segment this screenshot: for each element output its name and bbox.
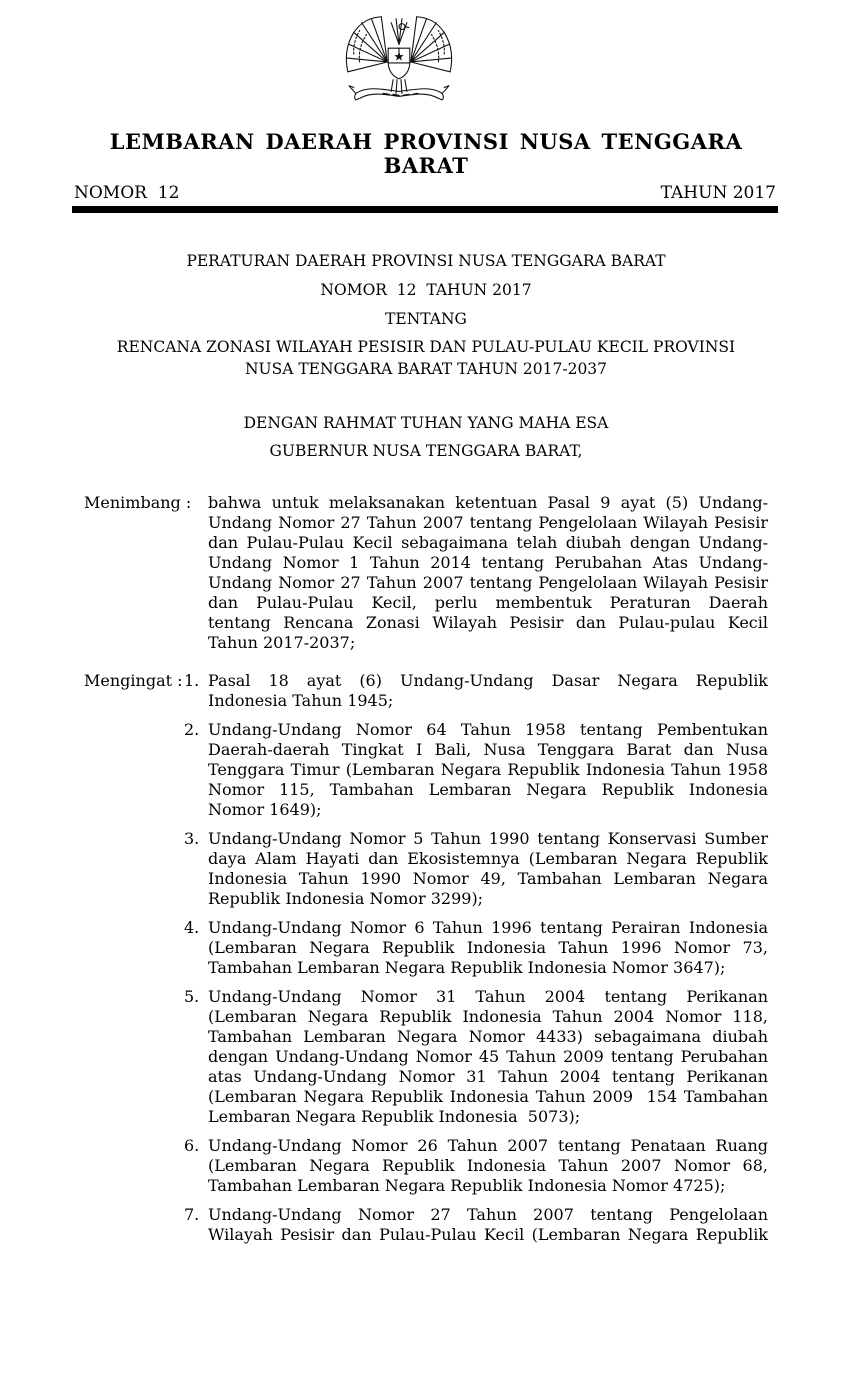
gazette-title: LEMBARAN DAERAH PROVINSI NUSA TENGGARA BARAT [109,129,754,178]
text-line: bahwa untuk melaksanakan ketentuan Pasal 9 ayat (5) Undang- [208,493,768,512]
item-text [208,987,768,1127]
text-line: Wilayah Pesisir dan Pulau-Pulau Kecil (Lembaran Negara Republik [208,1225,768,1244]
preamble-authority: GUBERNUR NUSA TENGGARA BARAT, [269,442,583,460]
text-line: Tambahan Lembaran Negara Republik Indonesia Nomor 3647); [208,958,726,977]
doc-title-line-3: TENTANG [385,310,467,328]
text-line: Tambahan Lembaran Negara Republik Indonesia Nomor 4725); [208,1176,726,1195]
text-line: (Lembaran Negara Republik Indonesia Tahun 2009 154 Tambahan [208,1087,768,1106]
text-line: (Lembaran Negara Republik Indonesia Tahun 1996 Nomor 73, [208,938,768,957]
item-text [208,671,768,711]
preamble-invocation: DENGAN RAHMAT TUHAN YANG MAHA ESA [243,414,609,432]
text-line: Lembaran Negara Republik Indonesia 5073); [208,1107,581,1126]
text-line: Nomor 115, Tambahan Lembaran Negara Republik Indonesia [208,780,768,799]
mengingat-item [184,829,768,909]
item-text [208,829,768,909]
text-line: (Lembaran Negara Republik Indonesia Tahun 2007 Nomor 68, [208,1156,768,1175]
text-line: Tahun 2017-2037; [208,633,356,652]
item-text [208,720,768,820]
text-line: Undang Nomor 1 Tahun 2014 tentang Perubahan Atas Undang- [208,553,768,572]
item-number: 5. [184,987,200,1006]
item-number: 7. [184,1205,200,1224]
item-number: 3. [184,829,200,848]
mengingat-item [184,1205,768,1245]
mengingat-item [184,671,768,711]
mengingat-item [184,720,768,820]
text-line: dan Pulau-Pulau Kecil, perlu membentuk Peraturan Daerah [208,593,768,612]
item-number: 2. [184,720,200,739]
text-line: Undang-Undang Nomor 27 Tahun 2007 tentang Pengelolaan [208,1205,768,1224]
doc-title-line-2: NOMOR 12 TAHUN 2017 [320,281,532,299]
gazette-number: NOMOR 12 [74,183,180,203]
mengingat-item [184,918,768,978]
text-line: Undang Nomor 27 Tahun 2007 tentang Pengelolaan Wilayah Pesisir [208,513,768,532]
garuda-pancasila-emblem-icon [340,10,458,110]
item-text [208,1136,768,1196]
text-line: Nomor 1649); [208,800,322,819]
menimbang-label: Menimbang : [84,493,192,512]
mengingat-section [84,671,768,1245]
item-number: 4. [184,918,200,937]
text-line: tentang Rencana Zonasi Wilayah Pesisir dan Pulau-pulau Kecil [208,613,768,632]
text-line: Indonesia Tahun 1990 Nomor 49, Tambahan Lembaran Negara [208,869,768,888]
menimbang-section [84,493,768,653]
text-line: Undang-Undang Nomor 26 Tahun 2007 tentang Penataan Ruang [208,1136,768,1155]
doc-title-line-1: PERATURAN DAERAH PROVINSI NUSA TENGGARA BARAT [186,252,666,270]
text-line: Republik Indonesia Nomor 3299); [208,889,484,908]
header-rule [72,206,778,213]
text-line: dengan Undang-Undang Nomor 45 Tahun 2009 tentang Perubahan [208,1047,768,1066]
item-number: 1. [184,671,200,690]
item-number: 6. [184,1136,200,1155]
text-line: Undang Nomor 27 Tahun 2007 tentang Pengelolaan Wilayah Pesisir [208,573,768,592]
menimbang-text [208,493,768,653]
text-line: atas Undang-Undang Nomor 31 Tahun 2004 tentang Perikanan [208,1067,768,1086]
text-line: Tambahan Lembaran Negara Nomor 4433) sebagaimana diubah [208,1027,768,1046]
gazette-year: TAHUN 2017 [660,183,776,203]
text-line: Daerah-daerah Tingkat I Bali, Nusa Tenggara Barat dan Nusa [208,740,768,759]
mengingat-item-list [184,671,768,1245]
gazette-number-row [74,183,776,203]
text-line: Undang-Undang Nomor 64 Tahun 1958 tentang Pembentukan [208,720,768,739]
mengingat-item [184,1136,768,1196]
text-line: Undang-Undang Nomor 31 Tahun 2004 tentang Perikanan [208,987,768,1006]
text-line: (Lembaran Negara Republik Indonesia Tahun 2004 Nomor 118, [208,1007,768,1026]
text-line: daya Alam Hayati dan Ekosistemnya (Lembaran Negara Republik [208,849,768,868]
mengingat-item [184,987,768,1127]
text-line: Undang-Undang Nomor 6 Tahun 1996 tentang Perairan Indonesia [208,918,768,937]
item-text [208,918,768,978]
text-line: Tenggara Timur (Lembaran Negara Republik Indonesia Tahun 1958 [208,760,768,779]
document-content [74,0,776,1245]
text-line: Undang-Undang Nomor 5 Tahun 1990 tentang Konservasi Sumber [208,829,768,848]
text-line: dan Pulau-Pulau Kecil sebagaimana telah diubah dengan Undang- [208,533,768,552]
doc-title-line-5: NUSA TENGGARA BARAT TAHUN 2017-2037 [244,360,608,378]
item-text [208,1205,768,1245]
text-line: Indonesia Tahun 1945; [208,691,394,710]
mengingat-label: Mengingat : [84,671,183,690]
text-line: Pasal 18 ayat (6) Undang-Undang Dasar Negara Republik [208,671,768,690]
doc-title-line-4: RENCANA ZONASI WILAYAH PESISIR DAN PULAU-PULAU KECIL PROVINSI [116,338,736,356]
